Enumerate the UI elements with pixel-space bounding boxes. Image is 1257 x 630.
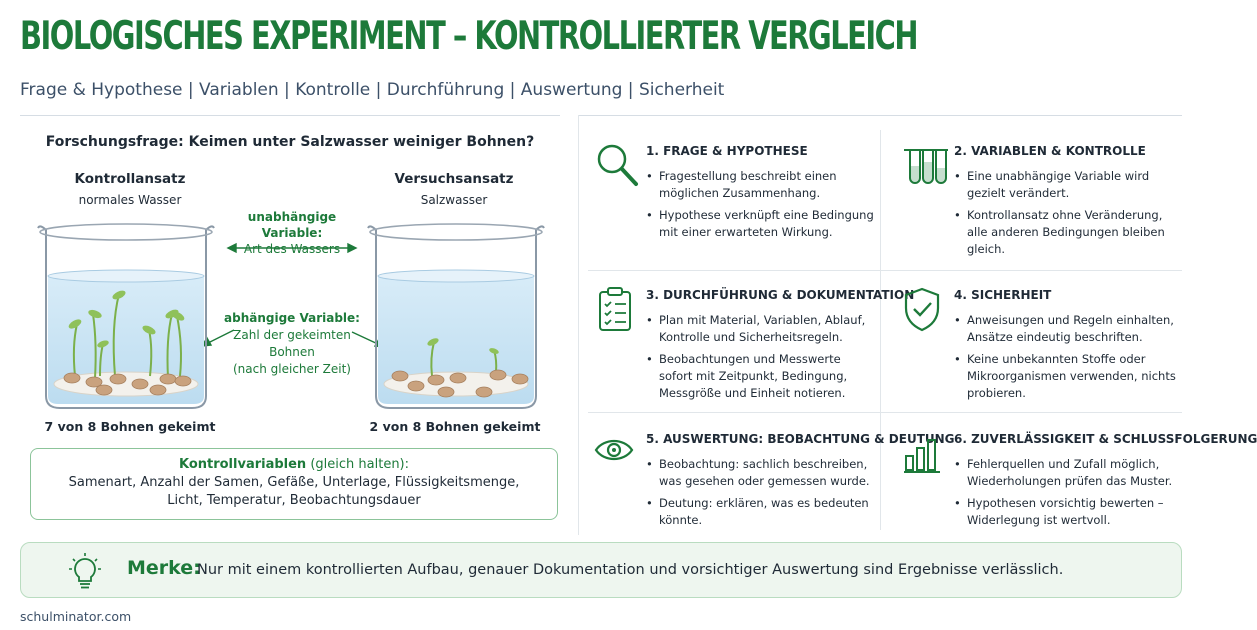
card-point: • Beobachtung: sachlich beschreiben, was gesehen oder gemessen wurde. bbox=[646, 456, 874, 490]
card-points bbox=[954, 456, 1182, 534]
independent-variable-label: unabhängige Variable: bbox=[247, 210, 337, 240]
control-result: 7 von 8 Bohnen gekeimt bbox=[44, 419, 216, 434]
dependent-variable-label: abhängige Variable: bbox=[224, 311, 360, 325]
control-variables-hint: (gleich halten): bbox=[310, 457, 410, 472]
card-point: • Hypothesen vorsichtig bewerten – Widerlegung ist wertvoll. bbox=[954, 495, 1182, 529]
research-question: Forschungsfrage: Keimen unter Salzwasser weiniger Bohnen? bbox=[45, 134, 535, 150]
control-variables-box bbox=[30, 448, 558, 520]
card-points bbox=[646, 168, 874, 246]
dependent-variable-value: Zahl der gekeimten Bohnen bbox=[233, 328, 351, 359]
merke-label: Merke: bbox=[127, 557, 201, 579]
card-points bbox=[954, 312, 1182, 407]
test-title: Versuchsansatz bbox=[394, 171, 514, 187]
card-title: 2. VARIABLEN & KONTROLLE bbox=[954, 144, 1146, 158]
shield-check-icon bbox=[902, 286, 950, 334]
card-title: 4. SICHERHEIT bbox=[954, 288, 1052, 302]
bar-chart-icon bbox=[902, 430, 950, 478]
card-point: • Kontrollansatz ohne Veränderung, alle anderen Bedingungen bleiben gleich. bbox=[954, 207, 1182, 258]
independent-variable bbox=[222, 209, 362, 257]
dependent-variable bbox=[222, 310, 362, 378]
control-variables-text: Samenart, Anzahl der Samen, Gefäße, Unterlage, Flüssigkeitsmenge, Licht, Temperatur, Beobachtungsdauer bbox=[68, 475, 520, 508]
card-point: • Deutung: erklären, was es bedeuten könnte. bbox=[646, 495, 874, 529]
page-subtitle: Frage & Hypothese | Variablen | Kontrolle | Durchführung | Auswertung | Sicherheit bbox=[20, 80, 725, 100]
control-beaker bbox=[38, 224, 214, 408]
card-point: • Plan mit Material, Variablen, Ablauf, Kontrolle und Sicherheitsregeln. bbox=[646, 312, 874, 346]
clipboard-checklist-icon bbox=[594, 286, 642, 334]
card-title: 6. ZUVERLÄSSIGKEIT & SCHLUSSFOLGERUNG bbox=[954, 432, 1257, 446]
control-title: Kontrollansatz bbox=[74, 171, 186, 187]
card-point: • Eine unabhängige Variable wird gezielt verändert. bbox=[954, 168, 1182, 202]
lightbulb-icon bbox=[67, 551, 103, 591]
card-title: 3. DURCHFÜHRUNG & DOKUMENTATION bbox=[646, 288, 915, 302]
card-point: • Beobachtungen und Messwerte sofort mit Zeitpunkt, Bedingung, Messgröße und Einheit notieren. bbox=[646, 351, 874, 402]
card-point: • Keine unbekannten Stoffe oder Mikroorganismen verwenden, nichts probieren. bbox=[954, 351, 1182, 402]
grid-divider bbox=[588, 270, 1182, 271]
card-point: • Fragestellung beschreibt einen möglichen Zusammenhang. bbox=[646, 168, 874, 202]
grid-divider bbox=[880, 130, 881, 530]
card-points bbox=[646, 312, 874, 407]
grid-divider bbox=[588, 412, 1182, 413]
test-tubes-icon bbox=[902, 142, 950, 190]
dependent-variable-note: (nach gleicher Zeit) bbox=[233, 362, 351, 376]
footer-source: schulminator.com bbox=[20, 609, 132, 624]
merke-banner bbox=[20, 542, 1182, 598]
control-subtitle: normales Wasser bbox=[78, 193, 182, 207]
merke-text: Nur mit einem kontrollierten Aufbau, genauer Dokumentation und vorsichtiger Auswertung sind Ergebnisse verlässlich. bbox=[197, 562, 1064, 578]
page-title: BIOLOGISCHES EXPERIMENT – KONTROLLIERTER VERGLEICH bbox=[20, 14, 918, 59]
independent-variable-value: Art des Wassers bbox=[243, 242, 341, 256]
magnifier-icon bbox=[594, 142, 642, 190]
control-variables-title bbox=[31, 457, 557, 472]
card-points bbox=[954, 168, 1182, 263]
card-point: • Fehlerquellen und Zufall möglich, Wiederholungen prüfen das Muster. bbox=[954, 456, 1182, 490]
right-divider bbox=[578, 115, 1182, 116]
control-variables-label: Kontrollvariablen bbox=[178, 457, 307, 472]
card-point: • Hypothese verknüpft eine Bedingung mit einer erwarteten Wirkung. bbox=[646, 207, 874, 241]
test-subtitle: Salzwasser bbox=[420, 193, 488, 207]
card-point: • Anweisungen und Regeln einhalten, Ansätze eindeutig beschriften. bbox=[954, 312, 1182, 346]
card-points bbox=[646, 456, 874, 534]
eye-icon bbox=[594, 430, 642, 478]
test-result: 2 von 8 Bohnen gekeimt bbox=[369, 419, 541, 434]
card-title: 1. FRAGE & HYPOTHESE bbox=[646, 144, 808, 158]
card-title: 5. AUSWERTUNG: BEOBACHTUNG & DEUTUNG bbox=[646, 432, 955, 446]
test-beaker bbox=[368, 224, 544, 408]
